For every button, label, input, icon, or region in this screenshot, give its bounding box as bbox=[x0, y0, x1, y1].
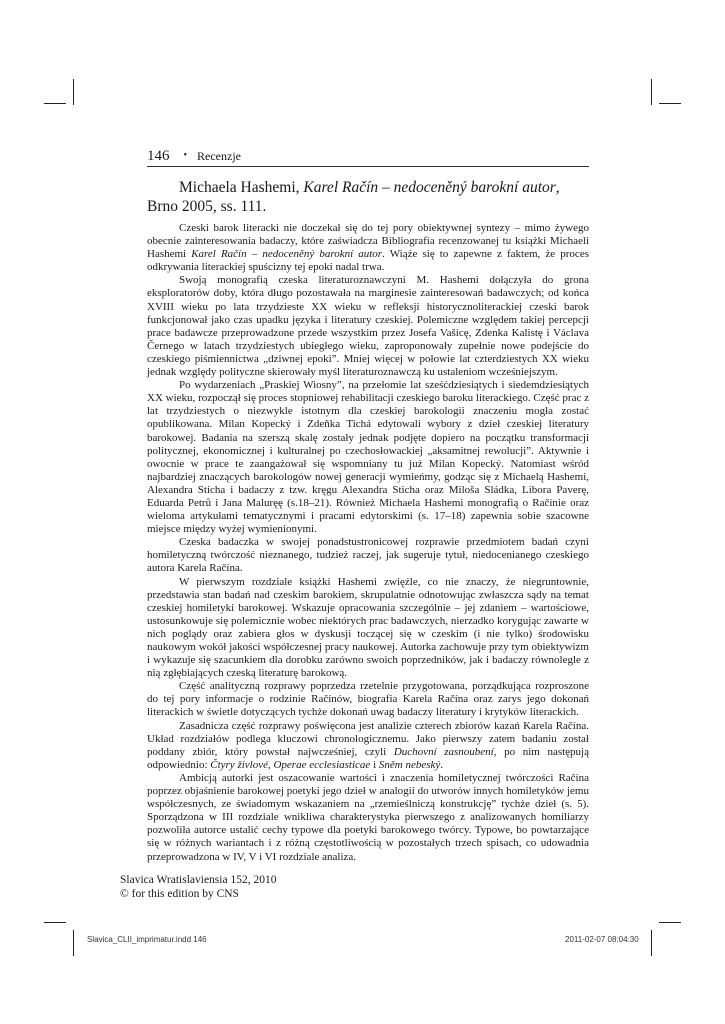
paragraph: Zasadnicza część rozprawy poświęcona jest analizie czterech zbiorów kazań Karela Račína. Układ rozdziałów podlega kluczowi chronologicznemu. Jako pierwszy zatem badaniu został poddany zbiór, który powstał najwcześniej, czyli Duchovní zasnoubení, po nim następują odpowiednio: Čtyry živlové, Operae ecclesiasticae i Sněm nebeský. bbox=[147, 719, 589, 771]
crop-mark bbox=[73, 79, 74, 105]
review-title bbox=[147, 178, 589, 216]
title-work: Karel Račín – nedoceněný barokní autor bbox=[303, 179, 556, 196]
journal-citation: Slavica Wratislaviensia 152, 2010 bbox=[120, 874, 277, 886]
title-publication: , Brno 2005, ss. 111. bbox=[147, 179, 560, 215]
page-footer bbox=[120, 873, 276, 901]
crop-mark bbox=[659, 103, 681, 104]
copyright-notice: © for this edition by CNS bbox=[120, 888, 239, 900]
paragraph: W pierwszym rozdziale książki Hashemi zwięźle, co nie znaczy, że niegruntownie, przedstawia stan badań nad czeskim barokiem, skrupulatnie odnotowując zwłaszcza sądy na temat czeskiej homiletyki barokowej. Wskazuje opracowania szczególnie – jej zdaniem – wartościowe, ustosunkowuje się polemicznie wobec niektórych prac badawczych, nierzadko korygując zawarte w nich poglądy oraz zabiera głos w dyskusji toczącej się w czeskim (i nie tylko) środowisku naukowym wokół jakości współczesnej pracy naukowej. Autorka zachowuje przy tym obiektywizm i wykazuje się szacunkiem dla dorobku zarówno swoich poprzedników, jak i badaczy równolegle z nią zgłębiających czeską literaturę barokową. bbox=[147, 575, 589, 680]
running-header bbox=[147, 147, 589, 165]
crop-mark bbox=[651, 79, 652, 105]
review-body bbox=[147, 222, 589, 864]
print-slug-file: Slavica_CLII_imprimatur.indd 146 bbox=[87, 935, 207, 944]
page-number: 146 bbox=[147, 148, 170, 164]
section-title: Recenzje bbox=[197, 149, 241, 163]
crop-mark bbox=[651, 930, 652, 956]
paragraph: Czeska badaczka w swojej ponadstustronicowej rozprawie przedmiotem badań czyni homiletyczną twórczość nieznanego, tudzież raczej, jak sugeruje tytuł, niedocenianego czeskiego autora Karela Račína. bbox=[147, 536, 589, 575]
header-bullet: • bbox=[183, 150, 188, 161]
title-author: Michaela Hashemi, bbox=[179, 179, 304, 196]
paragraph: Po wydarzeniach „Praskiej Wiosny”, na przełomie lat sześćdziesiątych i siedemdziesiątych XX wieku, rozpoczął się proces stopniowej rehabilitacji czeskiego baroku literackiego. Część prac z lat trzydziestych o niezwykle istotnym dla czeskiej barokologii znaczeniu mogła zostać opublikowana. Milan Kopecký i Zdeňka Tichá edytowali wybory z dzieł czeskiej literatury barokowej. Badania na szerszą skalę zostały jednak podjęte dopiero na początku transformacji politycznej, ekonomicznej i kulturalnej po czechosłowackiej „aksamitnej rewolucji”. Aktywnie i owocnie w prace te zaangażował się wspomniany tu już Milan Kopecký. Natomiast wśród najbardziej znaczących barokologów nowej generacji wymieńmy, godząc się z Michaelą Hashemi, Alexandra Sticha i badaczy z tzw. kręgu Alexandra Sticha oraz Miloša Sládka, Libora Paverę, Eduarda Petrů i Jana Maluręę (s.18–21). Również Michaela Hashemi monografią o Račínie oraz wieloma artykułami tematycznymi i pracami edytorskimi (s. 17–18) zapewnia sobie szacowne miejsce między wyżej wymienionymi. bbox=[147, 379, 589, 536]
crop-mark bbox=[659, 922, 681, 923]
header-rule bbox=[147, 166, 589, 167]
crop-mark bbox=[44, 103, 66, 104]
crop-mark bbox=[44, 922, 66, 923]
paragraph: Część analityczną rozprawy poprzedza rzetelnie przygotowana, porządkująca rozproszone do tej pory informacje o rodzinie Račínów, biografia Karela Račína oraz zarys jego dokonań literackich w świetle dotyczących tychże dokonań uwag badaczy literatury i krytyków literackich. bbox=[147, 680, 589, 719]
paragraph: Czeski barok literacki nie doczekał się do tej pory obiektywnej syntezy – mimo żywego obecnie zainteresowania badaczy, które zaświadcza Bibliografia recenzowanej tu książki Michaeli Hashemi Karel Račín – nedoceněný barokní autor. Wiąże się to zapewne z faktem, że proces odkrywania literackiej spuścizny tej epoki nadal trwa. bbox=[147, 222, 589, 274]
crop-mark bbox=[73, 930, 74, 956]
paragraph: Ambicją autorki jest oszacowanie wartości i znaczenia homiletycznej twórczości Račína poprzez objaśnienie barokowej poetyki jego dzieł w analogii do utworów innych homiletyków jemu współczesnych, ze świadomym wskazaniem na „rzemieślniczą konstrukcję” tychże dzieł (s. 5). Sporządzona w III rozdziale wnikliwa charakterystyka pierwszego z analizowanych homiliarzy pozwoliła autorce ustalić cechy typowe dla poetyki barokowego twórcy. Typowe, bo powtarzające się w różnych wariantach i z różną częstotliwością w pozostałych trzech spisach, co udowadnia przeprowadzona w IV, V i VI rozdziale analiza. bbox=[147, 771, 589, 863]
print-slug-datetime: 2011-02-07 08:04:30 bbox=[565, 935, 639, 944]
paragraph: Swoją monografią czeska literaturoznawczyni M. Hashemi dołączyła do grona eksploratorów doby, która długo pozostawała na marginesie zainteresowań badawczych; od końca XVIII wieku po lata trzydzieste XX wieku w refleksji historycznoliterackiej czeski barok funkcjonował jako czas upadku języka i literatury czeskiej. Polemiczne względem takiej percepcji prace badawcze przeprowadzone przede wszystkim przez Josefa Vašicę, Zdenka Kalistę i Václava Černego w latach trzydziestych ubiegłego wieku, zaproponowały zupełnie nowe podejście do czeskiego piśmiennictwa „dziwnej epoki”. Mniej więcej w połowie lat czterdziestych XX wieku jednak względy polityczne skierowały myśl literaturoznawczą ku ustaleniom wcześniejszym. bbox=[147, 274, 589, 379]
